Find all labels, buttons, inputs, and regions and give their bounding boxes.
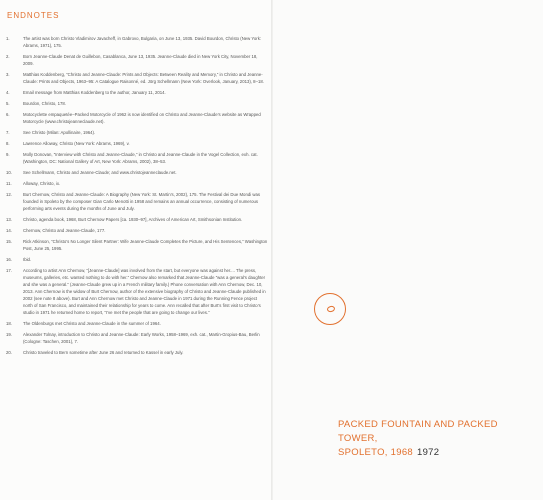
endnote-item [6,53,268,67]
endnote-text: Email message from Matthias Koddenberg to the author, January 11, 2014. [23,90,166,95]
caption-line-2 [338,446,538,460]
endnote-item [6,111,268,125]
caption-year: 1972 [417,447,440,458]
endnote-item [6,349,268,356]
endnote-item [6,129,268,136]
endnote-text: Christo traveled to Bern sometime after June 26 and returned to Kassel in early July. [23,350,184,355]
artwork-caption [338,418,538,460]
endnote-number: 7. [6,130,10,135]
endnote-number: 11. [6,181,12,186]
endnote-text: Lawrence Alloway, Christo (New York: Abrams, 1969), v. [23,141,130,146]
endnote-text: Alexander Tolnay, introduction to Christo and Jeanne-Claude: Early Works, 1958–1969, exh. cat., Martin-Gropius-Bau, Berlin (Cologne: Taschen, 2001), 7. [23,332,260,344]
endnote-text: The artist was born Christo Vladimirov Javacheff, in Gabrovo, Bulgaria, on June 13, 1935. David Bourdon, Christo (New York: Abrams, 1971), 175. [23,36,262,48]
endnote-text: Chernow, Christo and Jeanne-Claude, 177. [23,228,106,233]
endnote-number: 16. [6,257,12,262]
endnote-text: Rick Atkinson, “Christo’s No Longer Silent Partner: Wife Jeanne-Claude Completes the Picture, and His Sentences,” Washington Post, June 25, 1995. [23,239,268,251]
endnote-number: 18. [6,321,12,326]
endnote-text: Born Jeanne-Claude Denat de Guillebon, Casablanca, June 13, 1935. Jeanne-Claude died in New York City, November 18, 2009. [23,54,258,66]
endnote-number: 5. [6,101,10,106]
endnote-text: Matthias Koddenberg, “Christo and Jeanne-Claude: Prints and Objects: Between Reality and Memory,” in Christo and Jeanne-Claude: Prints and Objects, 1963–95: A Catalogue Raisonné, ed. Jörg Schellmann (New York: Overlook, January, 2013), 8–18. [23,72,264,84]
endnote-item [6,191,268,212]
endnote-number: 20. [6,350,12,355]
endnotes-list [6,35,268,360]
endnote-text: Motocyclette empaquetée–Packed Motorcycle of 1962 is now identified on Christo and Jeanne-Claude’s website as Wrapped Motorcycle (www.christojeanneclaude.net). [23,112,261,124]
endnote-text: Molly Donovan, “Interview with Christo and Jeanne-Claude,” in Christo and Jeanne-Claude in the Vogel Collection, exh. cat. (Washington, DC: National Gallery of Art, New York: Abrams, 2002), 38–53. [23,152,258,164]
endnote-item [6,100,268,107]
endnote-number: 6. [6,112,10,117]
endnote-item [6,140,268,147]
endnote-number: 9. [6,152,10,157]
endnote-text: Christo, agenda book, 1968, Burt Chernow Papers [ca. 1930–97], Archives of American Art, Smithsonian Institution. [23,217,243,222]
inner-dot-icon [326,305,335,313]
endnote-item [6,71,268,85]
endnote-item [6,320,268,327]
endnote-number: 3. [6,72,10,77]
endnote-text: Burt Chernow, Christo and Jeanne-Claude: A Biography (New York: St. Martin’s, 2002), 175. The Festival dei Due Mondi was founded in Spoleto by the composer Gian Carlo Menotti in 1958 and remains an annual occurrence, consisting of numerous performing arts events during the months of June and July. [23,192,261,211]
endnote-item [6,331,268,345]
circle-mark-icon [314,293,346,325]
endnote-text: Bourdon, Christo, 178. [23,101,66,106]
endnote-item [6,180,268,187]
endnote-item [6,256,268,263]
endnote-text: The Oldenburgs met Christo and Jeanne-Claude in the summer of 1964. [23,321,161,326]
endnote-number: 8. [6,141,10,146]
endnote-text: Ibid. [23,257,32,262]
endnote-number: 4. [6,90,10,95]
endnote-number: 19. [6,332,12,337]
endnote-number: 1. [6,36,10,41]
endnote-number: 14. [6,228,12,233]
endnote-text: See Schellmann, Christo and Jeanne-Claude; and www.christojeanneclaude.net. [23,170,177,175]
endnote-item [6,227,268,234]
endnote-number: 13. [6,217,12,222]
endnote-item [6,267,268,316]
endnote-item [6,151,268,165]
endnote-item [6,35,268,49]
endnote-item [6,169,268,176]
endnotes-heading: ENDNOTES [7,11,60,20]
endnote-item [6,89,268,96]
endnote-text: Alloway, Christo, ix. [23,181,61,186]
endnote-item [6,216,268,223]
endnote-item [6,238,268,252]
caption-line-1: PACKED FOUNTAIN AND PACKED TOWER, [338,419,498,444]
endnote-text: See Christo (Milan: Apollinaire, 1964). [23,130,96,135]
endnote-number: 10. [6,170,12,175]
caption-title-place: SPOLETO, 1968 [338,447,414,458]
endnote-number: 17. [6,268,12,273]
endnote-number: 12. [6,192,12,197]
endnote-text: According to artist Ann Chernow, “[Jeanne-Claude] was involved from the start, but everyone was against her.... The press, museums, galleries, etc. wanted nothing to do with her.” Chernow also remarked that Jeanne-Claude “was a general’s daughter and she was a general.” (Jeanne-Claude grew up in a French military family.) Phone conversation with Ann Chernow, Dec. 10, 2013. Ann Chernow is the widow of Burt Chernow, author of the extensive biography of Christo and Jeanne-Claude published in 2002 (see note 8 above). Burt and Ann Chernow met Christo and Jeanne-Claude in 1971 during the Running Fence project north of San Francisco, and maintained their relationship for years to come. Ann recalled that after Burt’s first visit to Christo’s studio in 1971 he returned home to report, “I’ve met the people that are going to change our lives.” [23,268,266,315]
endnote-number: 2. [6,54,10,59]
endnote-number: 15. [6,239,12,244]
